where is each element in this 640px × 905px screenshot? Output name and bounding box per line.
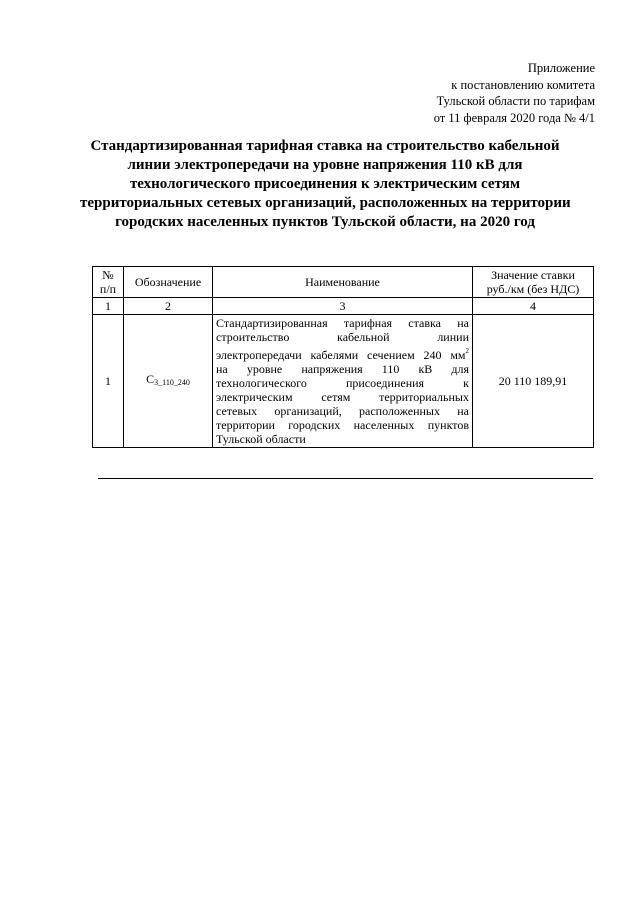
table-header-row: [93, 267, 594, 298]
name-line: Тульской области: [216, 432, 306, 446]
table-row: [93, 315, 594, 448]
header-num-line1: №: [102, 268, 114, 282]
name-line-text: электропередачи кабелями сечением 240 мм: [216, 348, 466, 362]
name-line: территории городских населенных пунктов: [216, 418, 469, 432]
title-line: технологического присоединения к электрическим сетям: [129, 176, 521, 192]
title-line: территориальных сетевых организаций, расположенных на территории: [80, 195, 571, 211]
header-value: [473, 267, 594, 298]
row-value: 20 110 189,91: [473, 315, 594, 448]
designation-subscript: 3_110_240: [154, 378, 190, 387]
appendix-header: [434, 60, 595, 126]
header-value-line1: Значение ставки: [491, 268, 575, 282]
appendix-line: Тульской области по тарифам: [436, 94, 595, 108]
document-title: [80, 137, 570, 232]
column-number: 4: [473, 298, 594, 315]
header-num-line2: п/п: [99, 282, 117, 296]
designation-base: C: [146, 372, 155, 386]
name-line: на уровне напряжения 110 кВ для: [216, 362, 469, 376]
appendix-line: от 11 февраля 2020 года № 4/1: [433, 110, 595, 125]
column-number: 3: [213, 298, 473, 315]
title-line: линии электропередачи на уровне напряжения 110 кВ для: [127, 157, 523, 173]
appendix-line: к постановлению комитета: [451, 77, 595, 92]
divider-line: [98, 478, 593, 479]
row-designation: [124, 315, 213, 448]
header-name: Наименование: [213, 267, 473, 298]
title-line: городских населенных пунктов Тульской области, на 2020 год: [115, 214, 535, 230]
row-name: [213, 315, 473, 448]
column-number: 1: [93, 298, 124, 315]
header-value-line2: руб./км (без НДС): [486, 282, 580, 296]
header-designation: Обозначение: [124, 267, 213, 298]
name-line: технологического присоединения к: [216, 376, 469, 390]
header-num: [93, 267, 124, 298]
column-number-row: [93, 298, 594, 315]
name-superscript: 2: [465, 347, 469, 355]
column-number: 2: [124, 298, 213, 315]
name-line: Стандартизированная тарифная ставка на: [216, 316, 469, 330]
name-line: электрическим сетям территориальных: [216, 390, 469, 404]
name-line: [216, 344, 469, 362]
appendix-line: Приложение: [527, 61, 595, 75]
tariff-table: [92, 266, 594, 448]
title-line: Стандартизированная тарифная ставка на строительство кабельной: [90, 138, 560, 154]
name-line: сетевых организаций, расположенных на: [216, 404, 469, 418]
row-num: 1: [93, 315, 124, 448]
name-line: строительство кабельной линии: [216, 330, 469, 344]
